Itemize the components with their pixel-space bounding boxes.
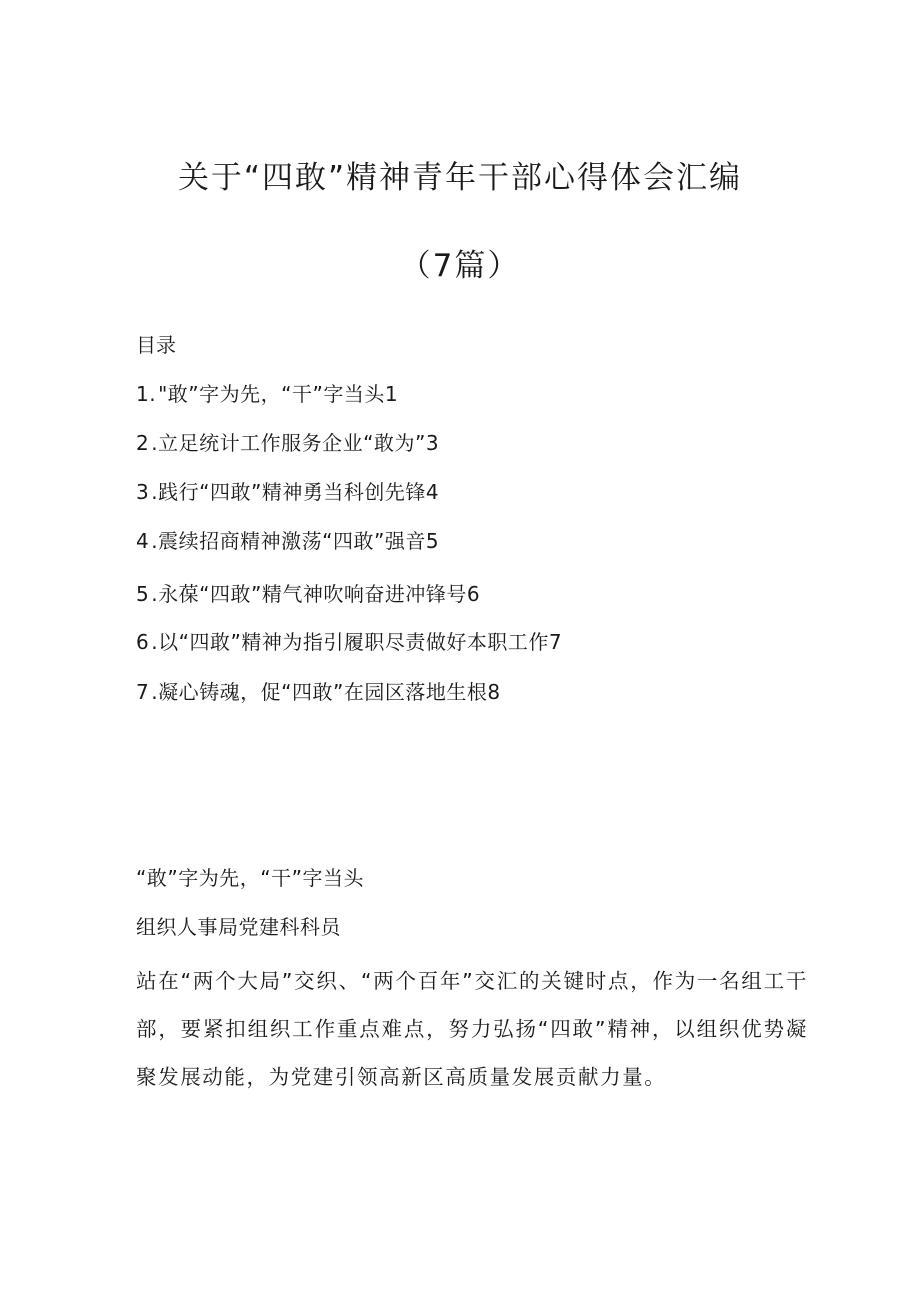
toc-item-page: 7	[548, 630, 563, 654]
toc-item-page: 1	[384, 382, 399, 406]
toc-item-number: 6	[136, 630, 150, 654]
toc-item-text: .震续招商精神激荡“四敢”强音	[151, 529, 426, 553]
toc-item-text: .践行“四敢”精神勇当科创先锋	[151, 480, 426, 504]
toc-item-number: 3	[136, 480, 150, 504]
toc-item	[136, 626, 562, 655]
article-heading: “敢”字为先，“干”字当头	[136, 866, 364, 890]
document-subtitle: （7篇）	[399, 248, 521, 284]
document-title: 关于“四敢”精神青年干部心得体会汇编	[177, 160, 743, 196]
toc-item-number: 4	[136, 529, 150, 553]
toc-item	[136, 525, 439, 554]
toc-item-text: .立足统计工作服务企业“敢为”	[151, 431, 426, 455]
toc-item	[136, 476, 439, 505]
article-paragraph: 站在“两个大局”交织、“两个百年”交汇的关键时点，作为一名组工干部，要紧扣组织工作重点难点，努力弘扬“四敢”精神，以组织优势凝聚发展动能，为党建引领高新区高质量发展贡献力量。	[136, 969, 808, 1089]
toc-item-text: .永葆“四敢”精气神吹响奋进冲锋号	[151, 582, 467, 606]
toc-item-text: "敢”字为先，“干”字当头	[158, 382, 385, 406]
toc-item-page: 6	[466, 582, 481, 606]
toc-item-text: .凝心铸魂，促“四敢”在园区落地生根	[151, 680, 488, 704]
toc-item-text: .以“四敢”精神为指引履职尽责做好本职工作	[151, 630, 549, 654]
toc-item-number: 1.	[136, 382, 157, 406]
toc-item	[136, 427, 439, 456]
toc-item	[136, 378, 398, 407]
toc-item	[136, 676, 501, 705]
toc-item	[136, 578, 480, 607]
toc-item-page: 8	[487, 680, 501, 704]
article-author: 组织人事局党建科科员	[136, 915, 341, 939]
toc-item-page: 4	[425, 480, 440, 504]
toc-item-page: 5	[425, 529, 440, 553]
toc-item-page: 3	[425, 431, 440, 455]
toc-item-number: 2	[136, 431, 150, 455]
toc-item-number: 5	[136, 582, 150, 606]
toc-item-number: 7	[136, 680, 150, 704]
toc-heading: 目录	[136, 333, 176, 357]
